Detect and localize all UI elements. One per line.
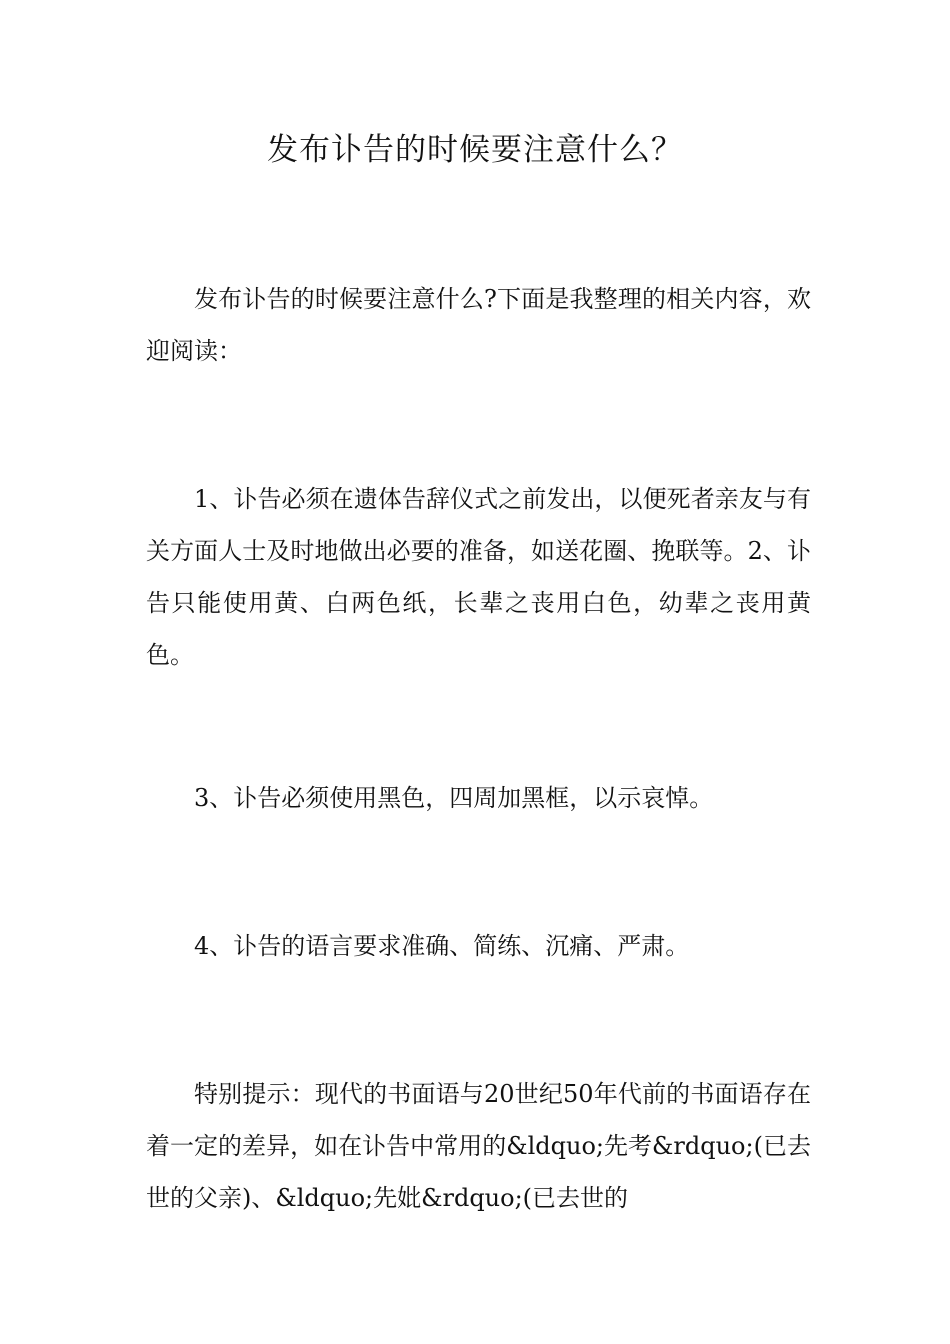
special-tip-paragraph: 特别提示：现代的书面语与20世纪50年代前的书面语存在着一定的差异，如在讣告中常用的&ldquo;先考&rdquo;(已去世的父亲)、&ldquo;先妣&rdquo;(已去世的 <box>146 1080 811 1212</box>
item-3-paragraph: 3、讣告必须使用黑色，四周加黑框，以示哀悼。 <box>194 784 714 812</box>
item-4-paragraph: 4、讣告的语言要求准确、简练、沉痛、严肃。 <box>194 932 690 960</box>
item-1-2-paragraph: 1、讣告必须在遗体告辞仪式之前发出，以便死者亲友与有关方面人士及时地做出必要的准备，如送花圈、挽联等。2、讣告只能使用黄、白两色纸，长辈之丧用白色，幼辈之丧用黄色。 <box>146 485 811 669</box>
document-title: 发布讣告的时候要注意什么？ <box>267 132 683 168</box>
intro-paragraph: 发布讣告的时候要注意什么?下面是我整理的相关内容，欢迎阅读： <box>146 285 811 365</box>
